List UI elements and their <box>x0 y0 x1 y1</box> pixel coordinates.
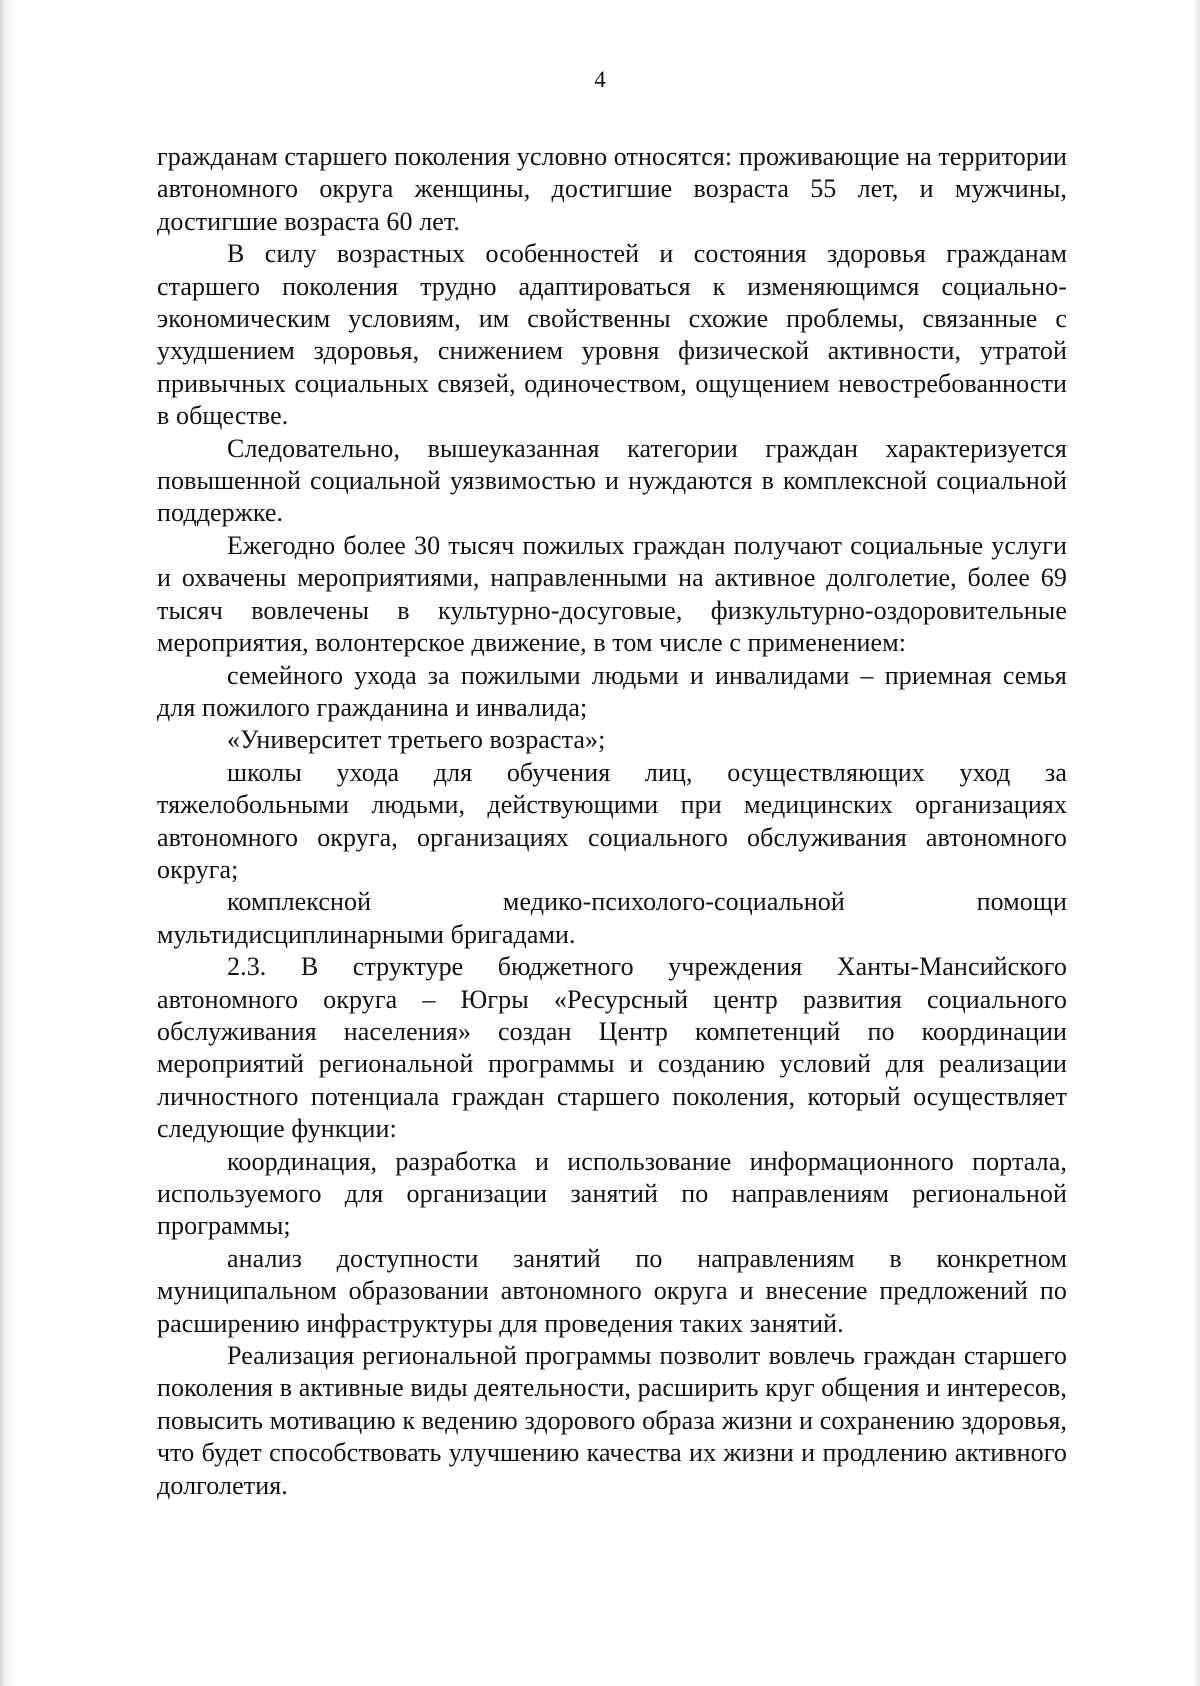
list-item-university: «Университет третьего возраста»; <box>227 725 606 755</box>
paragraph-continuation: гражданам старшего поколения условно относятся: проживающие на территории автономного округа женщины, достигшие возраста 55 лет, и мужчины, достигшие возраста 60 лет. <box>157 142 1067 236</box>
list-item-complex-help: комплексной медико-психолого-социальной помощи мультидисциплинарными бригадами. <box>157 887 1067 949</box>
scan-edge-left <box>0 0 14 1686</box>
page-number: 4 <box>594 67 606 92</box>
document-body <box>157 141 1067 1502</box>
list-item-analysis: анализ доступности занятий по направлениям в конкретном муниципальном образовании автономного округа и внесение предложений по расширению инфраструктуры для проведения таких занятий. <box>157 1243 1067 1338</box>
scan-edge-right <box>1192 0 1200 1686</box>
paragraph-annual-services: Ежегодно более 30 тысяч пожилых граждан получают социальные услуги и охвачены мероприятиями, направленными на активное долголетие, более 69 тысяч вовлечены в культурно-досуговые, физкультурно-оздоровительные мероприятия, волонтерское движение, в том числе с применением: <box>157 530 1067 658</box>
paragraph-program-outcome: Реализация региональной программы позволит вовлечь граждан старшего поколения в активные виды деятельности, расширить круг общения и интересов, повысить мотивацию к ведению здорового образа жизни и сохранению здоровья, что будет способствовать улучшению качества их жизни и продлению активного долголетия. <box>157 1341 1067 1500</box>
list-item-portal: координация, разработка и использование информационного портала, используемого для организации занятий по направлениям региональной программы; <box>157 1146 1067 1241</box>
paragraph-vulnerability: Следовательно, вышеуказанная категории граждан характеризуется повышенной социальной уязвимостью и нуждаются в комплексной социальной поддержке. <box>157 433 1067 528</box>
paragraph-section-2-3: 2.3. В структуре бюджетного учреждения Ханты-Мансийского автономного округа – Югры «Ресурсный центр развития социального обслуживания населения» создан Центр компетенций по координации мероприятий региональной программы и созданию условий для реализации личностного потенциала граждан старшего поколения, который осуществляет следующие функции: <box>157 952 1067 1144</box>
list-item-family-care: семейного ухода за пожилыми людьми и инвалидами – приемная семья для пожилого гражданина и инвалида; <box>157 660 1067 722</box>
paragraph-age-features: В силу возрастных особенностей и состояния здоровья гражданам старшего поколения трудно адаптироваться к изменяющимся социально-экономическим условиям, им свойственны схожие проблемы, связанные с ухудшением здоровья, снижением уровня физической активности, утратой привычных социальных связей, одиночеством, ощущением невостребованности в обществе. <box>157 239 1067 431</box>
list-item-care-schools: школы ухода для обучения лиц, осуществляющих уход за тяжелобольными людьми, действующими при медицинских организациях автономного округа, организациях социального обслуживания автономного округа; <box>157 757 1067 884</box>
